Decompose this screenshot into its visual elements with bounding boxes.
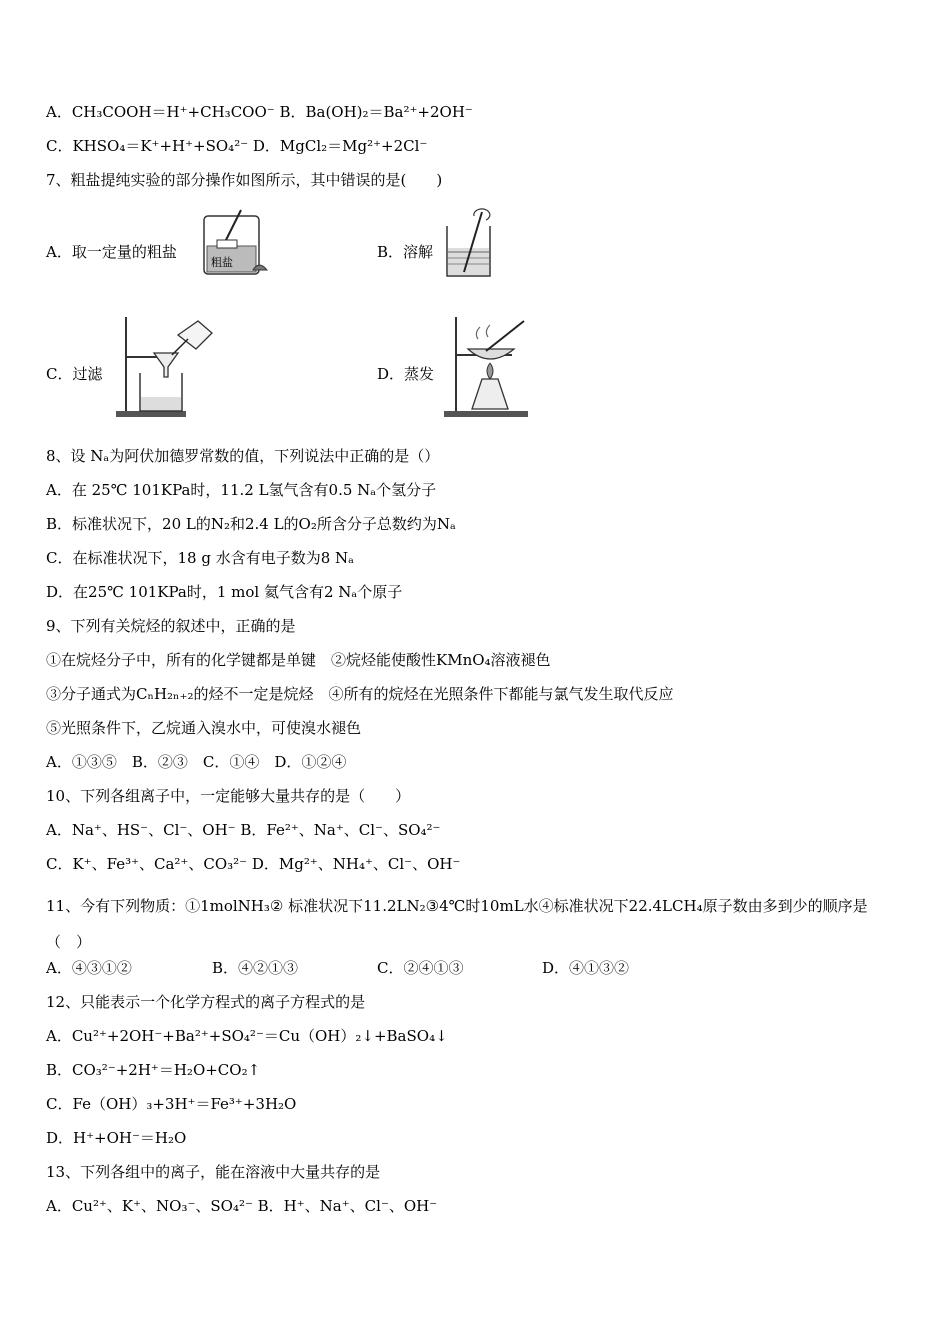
salt-jar-label: 粗盐 — [211, 256, 233, 269]
q11-option-b: B．④②①③ — [212, 959, 299, 977]
q8-stem: 8、设 Nₐ为阿伏加德罗常数的值，下列说法中正确的是（） — [46, 447, 440, 465]
q7-option-a-label: A．取一定量的粗盐 — [46, 243, 177, 261]
q12-option-c: C．Fe（OH）₃+3H⁺＝Fe³⁺+3H₂O — [46, 1095, 297, 1113]
beaker-stirring-icon — [442, 208, 497, 280]
q7-option-d-label: D．蒸发 — [377, 365, 435, 383]
salt-jar-icon — [201, 208, 276, 278]
q8-option-b: B．标准状况下，20 L的N₂和2.4 L的O₂所含分子总数约为Nₐ — [46, 515, 456, 533]
q12-option-d: D．H⁺+OH⁻＝H₂O — [46, 1129, 187, 1147]
q10-options-ab: A．Na⁺、HS⁻、Cl⁻、OH⁻ B．Fe²⁺、Na⁺、Cl⁻、SO₄²⁻ — [46, 821, 441, 839]
q7-option-c-label: C．过滤 — [46, 365, 103, 383]
q12-option-a: A．Cu²⁺+2OH⁻+Ba²⁺+SO₄²⁻＝Cu（OH）₂↓+BaSO₄↓ — [46, 1027, 448, 1045]
q11-stem: 11、今有下列物质：①1molNH₃② 标准状况下11.2LN₂③4℃时10mL水④标准状况下22.4LCH₄原子数由多到少的顺序是（ ） — [46, 897, 868, 951]
q9-options: A．①③⑤ B．②③ C．①④ D．①②④ — [46, 753, 347, 771]
q10-options-cd: C．K⁺、Fe³⁺、Ca²⁺、CO₃²⁻ D．Mg²⁺、NH₄⁺、Cl⁻、OH⁻ — [46, 855, 461, 873]
q7-option-c — [46, 315, 376, 423]
q7-option-b-label: B．溶解 — [377, 243, 434, 261]
q6-options-cd: C．KHSO₄＝K⁺+H⁺+SO₄²⁻ D．MgCl₂＝Mg²⁺+2Cl⁻ — [46, 137, 428, 155]
q7-stem: 7、粗盐提纯实验的部分操作如图所示，其中错误的是( ) — [46, 171, 443, 189]
q8-option-a: A．在 25℃ 101KPa时，11.2 L氢气含有0.5 Nₐ个氢分子 — [46, 481, 437, 499]
q11-option-c: C．②④①③ — [377, 959, 464, 977]
q13-options-ab: A．Cu²⁺、K⁺、NO₃⁻、SO₄²⁻ B．H⁺、Na⁺、Cl⁻、OH⁻ — [46, 1197, 438, 1215]
q12-option-b: B．CO₃²⁻+2H⁺＝H₂O+CO₂↑ — [46, 1061, 261, 1079]
q9-statements-3: ⑤光照条件下，乙烷通入溴水中，可使溴水褪色 — [46, 719, 362, 737]
q8-option-d: D．在25℃ 101KPa时，1 mol 氦气含有2 Nₐ个原子 — [46, 583, 403, 601]
q8-option-c: C．在标准状况下，18 g 水含有电子数为8 Nₐ — [46, 549, 354, 567]
evaporation-apparatus-icon — [442, 315, 532, 420]
q7-option-a — [46, 208, 376, 288]
q10-stem: 10、下列各组离子中，一定能够大量共存的是（ ） — [46, 787, 411, 805]
q11-option-a: A．④③①② — [46, 959, 132, 977]
q11-option-d: D．④①③② — [542, 959, 630, 977]
q9-statements-1: ①在烷烃分子中，所有的化学键都是单键 ②烷烃能使酸性KMnO₄溶液褪色 — [46, 651, 551, 669]
filtration-apparatus-icon — [116, 315, 221, 420]
q12-stem: 12、只能表示一个化学方程式的离子方程式的是 — [46, 993, 366, 1011]
q13-stem: 13、下列各组中的离子，能在溶液中大量共存的是 — [46, 1163, 381, 1181]
q6-options-ab: A．CH₃COOH＝H⁺+CH₃COO⁻ B．Ba(OH)₂＝Ba²⁺+2OH⁻ — [46, 103, 473, 121]
q9-stem: 9、下列有关烷烃的叙述中，正确的是 — [46, 617, 296, 635]
q7-option-d — [377, 315, 677, 423]
q9-statements-2: ③分子通式为CₙH₂ₙ₊₂的烃不一定是烷烃 ④所有的烷烃在光照条件下都能与氯气发生取代反应 — [46, 685, 674, 703]
q7-option-b — [377, 208, 677, 288]
